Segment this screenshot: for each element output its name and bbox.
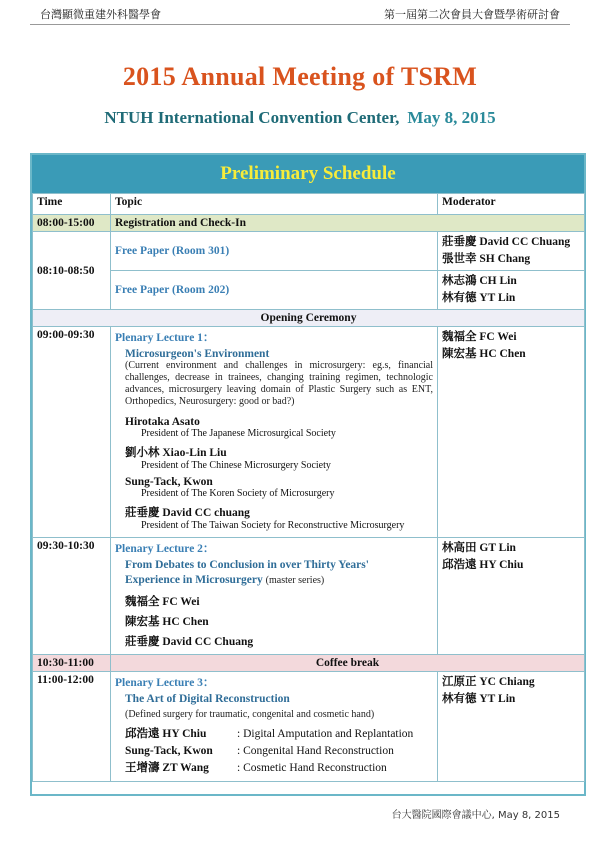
free-paper-room-202-mods — [438, 271, 585, 310]
talk-item — [125, 743, 433, 760]
speaker-role: President of The Chinese Microsurgery Society — [141, 460, 331, 471]
opening-ceremony: Opening Ceremony — [33, 310, 585, 327]
lecture3-time: 11:00-12:00 — [33, 672, 111, 782]
lecture3-desc: (Defined surgery for traumatic, congenital and cosmetic hand) — [125, 709, 375, 720]
lecture1-desc: (Current environment and challenges in microsurgery: eg.s, financial challenges, decrease in trainees, changing training regimen, technologic advances, microsurgery leaving domain of Plastic Surgery such as ENT, Orthopedics, Neurosurgery: good or bad?) — [125, 360, 433, 407]
speaker-name: 莊垂慶 David CC chuang — [125, 507, 250, 519]
header-event: 第一屆第二次會員大會暨學術研討會 — [384, 8, 560, 21]
table-header-row — [33, 194, 585, 215]
lecture3-label: Plenary Lecture 3： — [115, 677, 215, 689]
moderator: 林高田 GT Lin — [442, 542, 516, 554]
page-title: 2015 Annual Meeting of TSRM — [122, 62, 478, 91]
moderator: 林有德 YT Lin — [442, 693, 516, 705]
speaker-role: President of The Koren Society of Microsurgery — [141, 488, 335, 499]
moderator: 莊垂慶 David CC Chuang — [442, 236, 571, 248]
registration-row — [33, 215, 585, 232]
lecture1-mods — [438, 327, 585, 538]
talk-speaker: 王增濤 ZT Wang — [125, 762, 209, 774]
free-paper-room-301-mods — [438, 232, 585, 271]
coffee-row — [33, 655, 585, 672]
col-topic: Topic — [111, 194, 438, 215]
col-time: Time — [33, 194, 111, 215]
schedule-frame — [30, 153, 586, 796]
moderator: 林志鴻 CH Lin — [442, 275, 517, 287]
talk-speaker: 邱浩遠 HY Chiu — [125, 728, 207, 740]
registration-time: 08:00-15:00 — [33, 215, 111, 232]
col-moderator: Moderator — [438, 194, 585, 215]
venue: NTUH International Convention Center, — [104, 108, 400, 127]
talk-speaker: Sung-Tack, Kwon — [125, 745, 213, 757]
coffee-time: 10:30-11:00 — [33, 655, 111, 672]
moderator: 江原正 YC Chiang — [442, 676, 535, 688]
lecture3-row — [33, 672, 585, 782]
schedule-table — [32, 193, 585, 782]
moderator: 張世幸 SH Chang — [442, 253, 531, 265]
lecture3-topic — [111, 672, 438, 782]
page-subtitle — [0, 108, 600, 128]
speaker-name: Sung-Tack, Kwon — [125, 476, 213, 488]
speaker-name: Hirotaka Asato — [125, 416, 200, 428]
lecture3-mods — [438, 672, 585, 782]
moderator: 陳宏基 HC Chen — [442, 348, 526, 360]
schedule-heading: Preliminary Schedule — [32, 155, 584, 193]
moderator: 林有德 YT Lin — [442, 292, 516, 304]
speaker-name: 莊垂慶 David CC Chuang — [125, 636, 254, 648]
coffee-label: Coffee break — [111, 655, 585, 672]
speaker-role: President of The Taiwan Society for Reconstructive Microsurgery — [141, 520, 405, 531]
registration-topic: Registration and Check-In — [111, 215, 585, 232]
talk-item — [125, 726, 433, 743]
lecture2-title-line1: From Debates to Conclusion in over Thirty Years' — [125, 559, 369, 571]
lecture2-series: (master series) — [265, 575, 325, 586]
speaker-name: 魏福全 FC Wei — [125, 596, 200, 608]
moderator: 邱浩遠 HY Chiu — [442, 559, 524, 571]
lecture1-time: 09:00-09:30 — [33, 327, 111, 538]
footer-note: 台大醫院國際會議中心, May 8, 2015 — [391, 810, 560, 821]
talk-item — [125, 760, 433, 777]
lecture1-topic — [111, 327, 438, 538]
moderator: 魏福全 FC Wei — [442, 331, 517, 343]
talk-topic: : Congenital Hand Reconstruction — [237, 745, 394, 757]
lecture2-time: 09:30-10:30 — [33, 538, 111, 655]
opening-row — [33, 310, 585, 327]
free-paper-time: 08:10-08:50 — [33, 232, 111, 310]
lecture3-title: The Art of Digital Reconstruction — [125, 693, 290, 705]
talk-topic: : Cosmetic Hand Reconstruction — [237, 762, 387, 774]
header-divider — [30, 24, 570, 25]
lecture1-row — [33, 327, 585, 538]
talk-topic: : Digital Amputation and Replantation — [237, 728, 414, 740]
lecture1-label: Plenary Lecture 1： — [115, 332, 215, 344]
free-paper-row-1 — [33, 232, 585, 271]
event-date: May 8, 2015 — [407, 108, 496, 127]
free-paper-room-202: Free Paper (Room 202) — [111, 271, 438, 310]
lecture2-row — [33, 538, 585, 655]
lecture2-title-line2: Experience in Microsurgery — [125, 574, 263, 586]
free-paper-room-301: Free Paper (Room 301) — [111, 232, 438, 271]
free-paper-row-2 — [33, 271, 585, 310]
speaker-role: President of The Japanese Microsurgical Society — [141, 428, 336, 439]
speaker-name: 劉小林 Xiao-Lin Liu — [125, 447, 227, 459]
lecture2-label: Plenary Lecture 2： — [115, 543, 215, 555]
lecture1-title: Microsurgeon's Environment — [125, 348, 270, 360]
header-society: 台灣顯微重建外科醫學會 — [40, 8, 161, 21]
speaker-name: 陳宏基 HC Chen — [125, 616, 209, 628]
lecture2-topic — [111, 538, 438, 655]
lecture2-mods — [438, 538, 585, 655]
